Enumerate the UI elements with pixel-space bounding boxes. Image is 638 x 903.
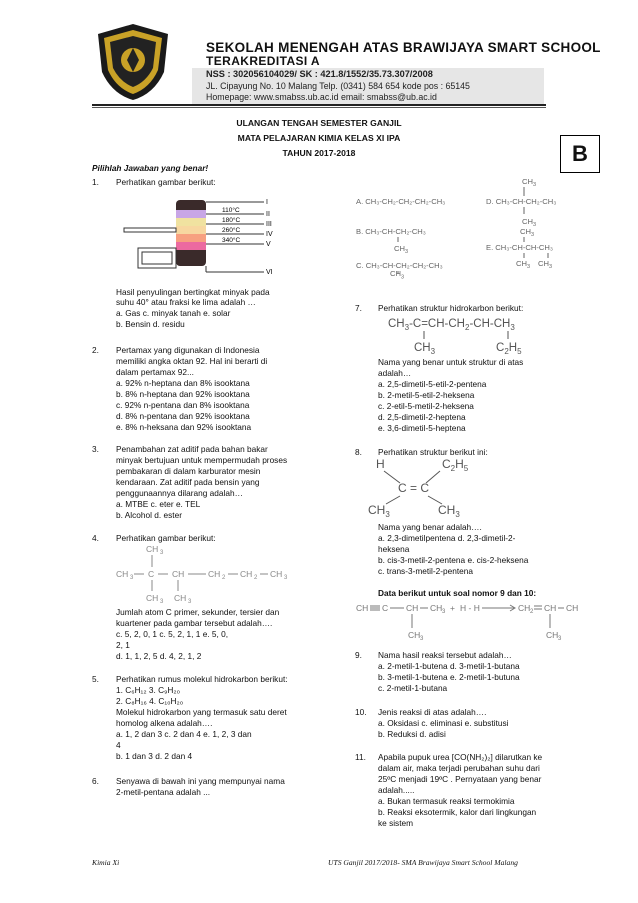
nss-line: NSS : 302056104029/ SK : 421.8/1552/35.73.307/2008	[206, 69, 433, 79]
fraction-label: II	[266, 211, 270, 218]
svg-text:CH: CH	[516, 259, 527, 268]
q7-option: d. 2,5-dimetil-2-heptena	[378, 412, 466, 422]
q3-option: a. MTBE c. eter e. TEL	[116, 499, 201, 509]
svg-text:C: C	[148, 569, 155, 579]
q6-option-a[interactable]: A. CH₃-CH₂-CH₂-CH₂-CH₃	[356, 197, 446, 206]
svg-text:CH: CH	[394, 244, 405, 253]
q7-line: Nama yang benar untuk struktur di atas	[378, 357, 524, 367]
svg-text:CH: CH	[146, 593, 159, 603]
homepage-line: Homepage: www.smabss.ub.ac.id email: smabss@ub.ac.id	[206, 92, 437, 102]
q4-option: 2, 1	[116, 640, 130, 650]
svg-text:CH: CH	[566, 603, 579, 613]
q7-option: e. 3,6-dimetil-5-heptena	[378, 423, 466, 433]
q6-line: Senyawa di bawah ini yang mempunyai nama	[116, 776, 285, 786]
q5-number: 5.	[92, 674, 99, 684]
q9-option: a. 2-metil-1-butena d. 3-metil-1-butana	[378, 661, 520, 671]
q5-text: Perhatikan rumus molekul hidrokarbon berikut:	[116, 674, 288, 684]
address-line: JL. Cipayung No. 10 Malang Telp. (0341) 584 654 kode pos : 65145	[206, 81, 470, 91]
svg-text:CH: CH	[408, 630, 421, 640]
svg-text:CH3: $CH_3$	[414, 342, 436, 356]
svg-text:+: +	[450, 603, 455, 613]
q6-line: 2-metil-pentana adalah ...	[116, 787, 211, 797]
temp-4: 340°C	[222, 237, 241, 244]
svg-text:3: 3	[558, 636, 562, 642]
q11-option: a. Bukan termasuk reaksi termokimia	[378, 796, 515, 806]
q4-text: Perhatikan gambar berikut:	[116, 533, 216, 543]
q11-line: dalam air, maka terjadi perubahan suhu dari	[378, 763, 540, 773]
svg-text:CH3-C=CH-CH2-CH-CH3: $CH_3-C=CH-CH_2-CH-CH_3$	[388, 318, 515, 332]
svg-text:CH: CH	[116, 569, 129, 579]
q1-number: 1.	[92, 177, 99, 187]
q7-option: b. 2-metil-5-etil-2-heksena	[378, 390, 475, 400]
q1-option: a. Gas c. minyak tanah e. solar	[116, 308, 231, 318]
svg-text:CH: CH	[208, 569, 221, 579]
svg-text:H: H	[376, 457, 385, 471]
q4-option: c. 5, 2, 0, 1 c. 5, 2, 1, 1 e. 5, 0,	[116, 629, 229, 639]
q7-option: a. 2,5-dimetil-5-etil-2-pentena	[378, 379, 487, 389]
svg-text:3: 3	[549, 264, 553, 270]
svg-text:3: 3	[160, 599, 164, 605]
svg-text:2: 2	[530, 609, 534, 615]
svg-text:CH: CH	[522, 177, 533, 186]
q7-option: c. 2-etil-5-metil-2-heksena	[378, 401, 474, 411]
svg-text:CH: CH	[520, 227, 531, 236]
q5-option: a. 1, 2 dan 3 c. 2 dan 4 e. 1, 2, 3 dan	[116, 729, 252, 739]
q2-number: 2.	[92, 345, 99, 355]
q6-option-c-branch: $CH_3$	[390, 269, 405, 281]
distillation-figure	[118, 188, 283, 280]
svg-text:CH: CH	[270, 569, 283, 579]
q2-option: e. 8% n-heksana dan 92% isooktana	[116, 422, 252, 432]
footer-right: UTS Ganjil 2017/2018- SMA Brawijaya Smart School Malang	[328, 858, 518, 867]
svg-text:3: 3	[442, 609, 446, 615]
q1-text: Perhatikan gambar berikut:	[116, 177, 216, 187]
q2-line: dalam pertamax 92...	[116, 367, 194, 377]
q4-option: d. 1, 1, 2, 5 d. 4, 2, 1, 2	[116, 651, 202, 661]
svg-text:3: 3	[533, 222, 537, 228]
q2-option: c. 92% n-pentana dan 8% isooktana	[116, 400, 250, 410]
fraction-label: III	[266, 221, 272, 228]
q3-line: pembakaran di dalam karburator mesin	[116, 466, 261, 476]
q8-option: heksena	[378, 544, 410, 554]
q10-option: a. Oksidasi c. eliminasi e. substitusi	[378, 718, 509, 728]
q4-structure	[116, 543, 296, 605]
q10-number: 10.	[355, 707, 367, 717]
fraction-label: I	[266, 199, 268, 206]
q5-line: Molekul hidrokarbon yang termasuk satu deret	[116, 707, 287, 717]
exam-subject: MATA PELAJARAN KIMIA KELAS XI IPA	[237, 133, 401, 143]
q4-line: kuartener pada gambar tersebut adalah….	[116, 618, 273, 628]
q6-option-c[interactable]: C. CH₃-CH-CH₂-CH₂-CH₃	[356, 261, 443, 270]
svg-text:3: 3	[160, 550, 164, 556]
q10-line: Jenis reaksi di atas adalah….	[378, 707, 487, 717]
q5-formula: 1. C₆H₁₂ 3. C₉H₂₀	[116, 685, 181, 695]
q6-option-d[interactable]: D. CH₃-CH-CH₂-CH₃	[486, 197, 557, 206]
svg-text:3: 3	[527, 264, 531, 270]
svg-text:2: 2	[254, 575, 258, 581]
svg-text:CH: CH	[544, 603, 557, 613]
q6-number: 6.	[92, 776, 99, 786]
q2-option: d. 8% n-pentana dan 92% isooktana	[116, 411, 250, 421]
svg-text:CH: CH	[406, 603, 419, 613]
svg-text:C2H5: $C_2H_5$	[496, 342, 522, 356]
q7-text: Perhatikan struktur hidrokarbon berikut:	[378, 303, 524, 313]
q7-structure	[388, 313, 568, 357]
svg-text:C2H5: $C_2H_5$	[442, 457, 469, 473]
svg-text:3: 3	[533, 182, 537, 188]
instruction: Pilihlah Jawaban yang benar!	[92, 163, 209, 173]
q3-option: b. Alcohol d. ester	[116, 510, 182, 520]
q2-option: a. 92% n-heptana dan 8% isooktana	[116, 378, 250, 388]
q6-option-e[interactable]: E. CH₃-CH-CH-CH₃	[486, 243, 553, 252]
svg-text:3: 3	[420, 636, 424, 642]
q8-structure	[366, 456, 506, 518]
header-divider-thin	[92, 107, 546, 108]
svg-text:C: C	[382, 603, 389, 613]
fraction-label: VI	[266, 269, 273, 276]
svg-text:CH: CH	[146, 544, 159, 554]
q7-number: 7.	[355, 303, 362, 313]
q8-text: Perhatikan struktur berikut ini:	[378, 447, 488, 457]
q11-line: Apabila pupuk urea [CO(NH₂)₂] dilarutkan ke	[378, 752, 543, 762]
q8-option: c. trans-3-metil-2-pentena	[378, 566, 473, 576]
q8-number: 8.	[355, 447, 362, 457]
footer-left: Kimia Xi	[92, 858, 120, 867]
svg-text:CH: CH	[430, 603, 443, 613]
svg-text:CH3: $CH_3$	[368, 503, 390, 518]
svg-text:CH: CH	[538, 259, 549, 268]
q6-option-b[interactable]: B. CH₃-CH-CH₂-CH₃	[356, 227, 426, 236]
q5-option: b. 1 dan 3 d. 2 dan 4	[116, 751, 193, 761]
q1-option: b. Bensin d. residu	[116, 319, 185, 329]
q8-option: b. cis-3-metil-2-pentena e. cis-2-heksena	[378, 555, 529, 565]
q1-line: Hasil penyulingan bertingkat minyak pada	[116, 287, 270, 297]
svg-text:CH: CH	[240, 569, 253, 579]
q1-line: suhu 40° atau fraksi ke lima adalah …	[116, 297, 256, 307]
temp-3: 260°C	[222, 227, 241, 234]
svg-text:3: 3	[130, 575, 134, 581]
q2-line: Pertamax yang digunakan di Indonesia	[116, 345, 260, 355]
svg-text:3: 3	[284, 575, 288, 581]
q2-line: memiliki angka oktan 92. Hal ini berarti di	[116, 356, 268, 366]
exam-title: ULANGAN TENGAH SEMESTER GANJIL	[236, 118, 402, 128]
svg-text:2: 2	[222, 575, 226, 581]
data-heading: Data berikut untuk soal nomor 9 dan 10:	[378, 588, 537, 598]
q5-formula: 2. C₈H₁₆ 4. C₁₀H₂₀	[116, 696, 184, 706]
q6-options-figure	[352, 176, 582, 276]
svg-text:3: 3	[188, 599, 192, 605]
q11-line: 25ºC menjadi 19ºC . Pernyataan yang benar	[378, 774, 542, 784]
reaction-figure	[356, 598, 596, 648]
header-divider	[92, 104, 546, 106]
q3-number: 3.	[92, 444, 99, 454]
temp-2: 180°C	[222, 217, 241, 224]
svg-text:3: 3	[405, 249, 409, 255]
q5-option: 4	[116, 740, 121, 750]
accreditation: TERAKREDITASI A	[206, 54, 320, 68]
q8-option: a. 2,3-dimetilpentena d. 2,3-dimetil-2-	[378, 533, 516, 543]
q5-line: homolog alkena adalah….	[116, 718, 213, 728]
q4-line: Jumlah atom C primer, sekunder, tersier dan	[116, 607, 280, 617]
svg-text:H - H: H - H	[460, 603, 480, 613]
exam-code-box: B	[560, 135, 600, 173]
q11-option: b. Reaksi eksotermik, kalor dari lingkungan	[378, 807, 537, 817]
q3-line: minyak bertujuan untuk mempermudah proses	[116, 455, 288, 465]
q11-option: ke sistem	[378, 818, 414, 828]
svg-text:C = C: C = C	[398, 481, 430, 495]
q11-line: adalah.....	[378, 785, 415, 795]
q9-option: c. 2-metil-1-butana	[378, 683, 448, 693]
exam-year: TAHUN 2017-2018	[282, 148, 356, 158]
svg-text:3: 3	[531, 232, 535, 238]
svg-text:CH: CH	[356, 603, 369, 613]
svg-text:CH: CH	[522, 217, 533, 226]
q3-line: kendaraan. Zat aditif pada bensin yang	[116, 477, 260, 487]
svg-text:CH: CH	[172, 569, 185, 579]
svg-text:CH: CH	[546, 630, 559, 640]
q3-line: penggunaannya dilarang adalah…	[116, 488, 243, 498]
q2-option: b. 8% n-heptana dan 92% isooktana	[116, 389, 250, 399]
q9-line: Nama hasil reaksi tersebut adalah…	[378, 650, 512, 660]
q10-option: b. Reduksi d. adisi	[378, 729, 446, 739]
fraction-label: V	[266, 241, 271, 248]
fraction-label: IV	[266, 231, 273, 238]
q11-number: 11.	[355, 752, 366, 762]
q9-option: b. 3-metil-1-butena e. 2-metil-1-butuna	[378, 672, 520, 682]
svg-text:CH: CH	[518, 603, 531, 613]
temp-1: 110°C	[222, 207, 240, 214]
q4-number: 4.	[92, 533, 99, 543]
school-logo	[94, 22, 172, 102]
svg-text:CH3: $CH_3$	[438, 503, 460, 518]
svg-text:CH: CH	[174, 593, 187, 603]
q9-number: 9.	[355, 650, 362, 660]
q7-line: adalah…	[378, 368, 412, 378]
school-name: SEKOLAH MENENGAH ATAS BRAWIJAYA SMART SCHOOL	[206, 40, 601, 55]
q8-line: Nama yang benar adalah….	[378, 522, 482, 532]
q3-line: Penambahan zat aditif pada bahan bakar	[116, 444, 268, 454]
